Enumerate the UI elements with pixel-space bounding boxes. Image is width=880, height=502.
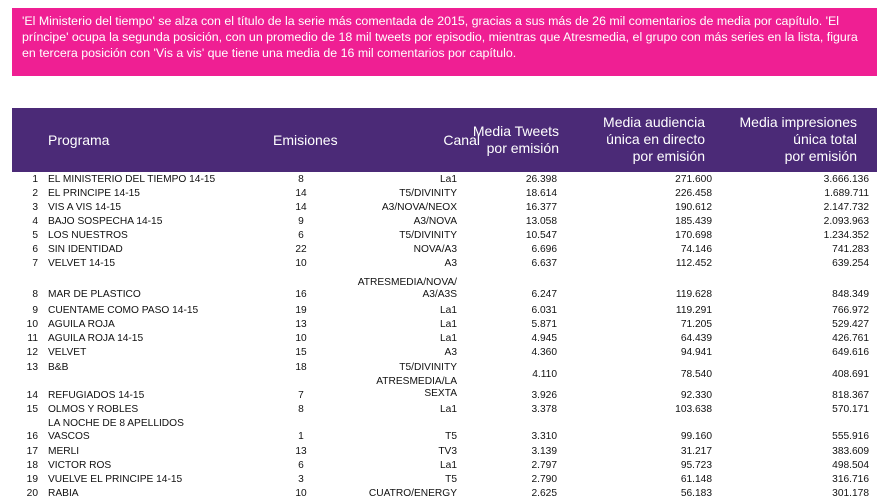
row-tweets: 5.871 (531, 319, 557, 330)
row-emisiones: 14 (295, 188, 307, 199)
row-audiencia: 78.540 (680, 369, 712, 380)
row-canal: T5 (445, 474, 457, 485)
row-canal: A3/NOVA/NEOX (381, 202, 457, 213)
row-emisiones: 3 (298, 474, 304, 485)
header-tweets-line2: por emisión (486, 140, 559, 156)
row-tweets: 3.139 (531, 446, 557, 457)
row-canal: A3/NOVA (413, 216, 457, 227)
row-tweets: 3.310 (531, 431, 557, 442)
row-rank: 11 (27, 333, 38, 344)
row-programa: VELVET (48, 347, 87, 358)
row-emisiones: 15 (295, 347, 307, 358)
row-canal: NOVA/A3 (413, 244, 457, 255)
row-tweets: 4.945 (531, 333, 557, 344)
row-impresiones: 766.972 (832, 305, 869, 316)
row-tweets: 4.110 (532, 369, 557, 380)
row-tweets: 6.031 (531, 305, 557, 316)
row-audiencia: 99.160 (680, 431, 712, 442)
row-programa: RABIA (48, 488, 79, 499)
table-row (12, 202, 877, 216)
table-row (12, 174, 877, 188)
row-tweets: 2.790 (531, 474, 557, 485)
row-emisiones: 6 (298, 230, 304, 241)
row-tweets: 10.547 (525, 230, 557, 241)
row-rank: 3 (32, 202, 38, 213)
row-impresiones: 1.689.711 (824, 188, 869, 199)
row-canal: La1 (440, 319, 457, 330)
table-row (12, 230, 877, 244)
header-tweets-line1: Media Tweets (472, 123, 559, 139)
row-impresiones: 301.178 (832, 488, 869, 499)
row-impresiones: 498.504 (832, 460, 869, 471)
row-impresiones: 2.147.732 (823, 202, 869, 213)
header-canal: Canal (443, 132, 480, 148)
row-programa: BAJO SOSPECHA 14-15 (48, 216, 163, 227)
row-audiencia: 92.330 (680, 390, 712, 401)
row-tweets: 4.360 (531, 347, 557, 358)
header-audiencia-line1: Media audiencia (603, 114, 705, 130)
header-impresiones (717, 114, 857, 165)
row-programa: CUENTAME COMO PASO 14-15 (48, 305, 199, 316)
row-programa: VUELVE EL PRINCIPE 14-15 (48, 474, 183, 485)
row-programa: OLMOS Y ROBLES (48, 404, 139, 415)
row-canal: T5/DIVINITY (399, 188, 457, 199)
table-row (12, 460, 877, 474)
intro-banner (12, 8, 877, 76)
row-tweets: 6.696 (531, 244, 557, 255)
row-programa: MAR DE PLASTICO (48, 289, 141, 300)
row-emisiones: 10 (295, 258, 307, 269)
row-rank: 20 (26, 488, 38, 499)
row-tweets: 3.378 (531, 404, 557, 415)
row-audiencia: 226.458 (675, 188, 712, 199)
row-canal: La1 (440, 333, 457, 344)
table-row (12, 446, 877, 460)
row-audiencia: 190.612 (675, 202, 712, 213)
row-rank: 18 (26, 460, 38, 471)
row-audiencia: 170.698 (675, 230, 712, 241)
row-programa: LOS NUESTROS (48, 230, 128, 241)
row-emisiones: 8 (298, 174, 304, 185)
row-canal: TV3 (438, 446, 457, 457)
row-canal: T5/DIVINITY (399, 230, 457, 241)
row-impresiones: 1.234.352 (823, 230, 869, 241)
row-programa: EL PRINCIPE 14-15 (48, 188, 140, 199)
row-impresiones: 2.093.963 (823, 216, 869, 227)
header-audiencia-line3: por emisión (632, 148, 705, 164)
row-emisiones: 14 (295, 202, 307, 213)
row-programa: SIN IDENTIDAD (48, 244, 123, 255)
row-tweets: 6.247 (531, 289, 557, 300)
row-tweets: 2.797 (531, 460, 557, 471)
header-impresiones-line2: única total (793, 131, 857, 147)
row-tweets: 2.625 (531, 488, 557, 499)
row-tweets: 3.926 (531, 390, 557, 401)
row-audiencia: 56.183 (680, 488, 712, 499)
row-tweets: 6.637 (531, 258, 557, 269)
row-impresiones: 639.254 (832, 258, 869, 269)
row-impresiones: 383.609 (832, 446, 869, 457)
row-programa: MERLI (48, 446, 80, 457)
row-rank: 7 (32, 258, 38, 269)
row-tweets: 16.377 (525, 202, 557, 213)
table-row (12, 404, 877, 418)
table-row (12, 362, 877, 380)
table-row (12, 319, 877, 333)
row-emisiones: 22 (295, 244, 307, 255)
row-emisiones: 13 (295, 319, 307, 330)
row-programa: B&B (48, 362, 69, 373)
row-audiencia: 94.941 (680, 347, 712, 358)
table-row (12, 347, 877, 361)
row-rank: 4 (32, 216, 38, 227)
row-audiencia: 271.600 (675, 174, 712, 185)
row-impresiones: 426.761 (832, 333, 869, 344)
row-rank: 16 (26, 431, 38, 442)
table-row (12, 258, 877, 272)
row-impresiones: 741.283 (832, 244, 869, 255)
row-canal: A3 (444, 347, 457, 358)
row-emisiones: 10 (295, 333, 307, 344)
intro-text: 'El Ministerio del tiempo' se alza con el título de la serie más comentada de 2015, gracias a sus más de 26 mil comentarios de media por capítulo. 'El príncipe' ocupa la segunda posición, con un promedio de 18 mil tweets por episodio, mientras que Atresmedia, el grupo con más series en la lista, figura en tercera posición con 'Vis a vis' que tiene una media de 16 mil comentarios por capítulo. (22, 14, 858, 61)
row-programa: REFUGIADOS 14-15 (48, 390, 145, 401)
row-emisiones: 1 (298, 431, 304, 442)
row-canal: T5 (445, 431, 457, 442)
row-audiencia: 119.291 (675, 305, 712, 316)
row-canal: La1 (440, 174, 457, 185)
row-canal: ATRESMEDIA/LA SEXTA (376, 376, 457, 399)
row-tweets: 26.398 (525, 174, 557, 185)
row-audiencia: 95.723 (680, 460, 712, 471)
row-impresiones: 570.171 (832, 404, 869, 415)
row-audiencia: 31.217 (680, 446, 712, 457)
row-programa: VIS A VIS 14-15 (48, 202, 122, 213)
table-row (12, 277, 877, 299)
table-row (12, 333, 877, 347)
row-programa: LA NOCHE DE 8 APELLIDOS VASCOS (48, 418, 184, 442)
row-rank: 1 (32, 174, 38, 185)
row-canal: T5/DIVINITY (399, 362, 457, 373)
row-impresiones: 818.367 (832, 390, 869, 401)
row-rank: 5 (32, 230, 38, 241)
row-programa: EL MINISTERIO DEL TIEMPO 14-15 (48, 174, 216, 185)
table-row (12, 376, 877, 402)
row-rank: 19 (26, 474, 38, 485)
row-impresiones: 555.916 (832, 431, 869, 442)
row-programa: VELVET 14-15 (48, 258, 116, 269)
row-rank: 6 (32, 244, 38, 255)
row-programa: AGUILA ROJA 14-15 (48, 333, 144, 344)
header-audiencia-line2: única en directo (606, 131, 705, 147)
header-impresiones-line3: por emisión (784, 148, 857, 164)
row-canal: La1 (440, 460, 457, 471)
row-tweets: 13.058 (525, 216, 557, 227)
table-row (12, 488, 877, 502)
row-impresiones: 408.691 (832, 369, 869, 380)
row-emisiones: 10 (295, 488, 307, 499)
table-row (12, 216, 877, 230)
row-impresiones: 316.716 (832, 474, 869, 485)
row-impresiones: 649.616 (832, 347, 869, 358)
table-row (12, 418, 877, 444)
table-header (12, 108, 877, 172)
row-canal: La1 (440, 404, 457, 415)
table-row (12, 188, 877, 202)
row-programa: AGUILA ROJA (48, 319, 115, 330)
table-row (12, 474, 877, 488)
row-rank: 10 (26, 319, 38, 330)
row-rank: 9 (32, 305, 38, 316)
row-rank: 17 (26, 446, 38, 457)
row-emisiones: 19 (295, 305, 307, 316)
row-impresiones: 848.349 (832, 289, 869, 300)
row-tweets: 18.614 (525, 188, 557, 199)
row-rank: 12 (26, 347, 38, 358)
row-audiencia: 185.439 (675, 216, 712, 227)
row-emisiones: 8 (298, 404, 304, 415)
row-emisiones: 7 (298, 390, 304, 401)
row-audiencia: 64.439 (680, 333, 712, 344)
row-emisiones: 9 (298, 216, 304, 227)
row-impresiones: 529.427 (832, 319, 869, 330)
row-programa: VICTOR ROS (48, 460, 112, 471)
row-rank: 15 (26, 404, 38, 415)
header-audiencia (572, 114, 705, 165)
row-audiencia: 71.205 (680, 319, 712, 330)
row-audiencia: 74.146 (680, 244, 712, 255)
row-audiencia: 103.638 (675, 404, 712, 415)
table-row (12, 244, 877, 258)
header-emisiones: Emisiones (273, 132, 338, 148)
row-audiencia: 112.452 (675, 258, 712, 269)
header-tweets (452, 123, 559, 157)
row-rank: 14 (26, 390, 38, 401)
row-canal: A3 (444, 258, 457, 269)
row-emisiones: 6 (298, 460, 304, 471)
row-rank: 13 (26, 362, 38, 373)
row-emisiones: 16 (295, 289, 307, 300)
row-canal: CUATRO/ENERGY (368, 488, 457, 499)
row-audiencia: 119.628 (675, 289, 712, 300)
row-emisiones: 18 (295, 362, 307, 373)
header-programa: Programa (48, 132, 110, 148)
row-audiencia: 61.148 (680, 474, 712, 485)
row-rank: 8 (32, 289, 38, 300)
row-rank: 2 (32, 188, 38, 199)
row-emisiones: 13 (295, 446, 307, 457)
row-canal: ATRESMEDIA/NOVA/ A3/A3S (357, 277, 457, 300)
row-canal: La1 (440, 305, 457, 316)
table-row (12, 305, 877, 319)
header-impresiones-line1: Media impresiones (739, 114, 857, 130)
row-impresiones: 3.666.136 (823, 174, 869, 185)
